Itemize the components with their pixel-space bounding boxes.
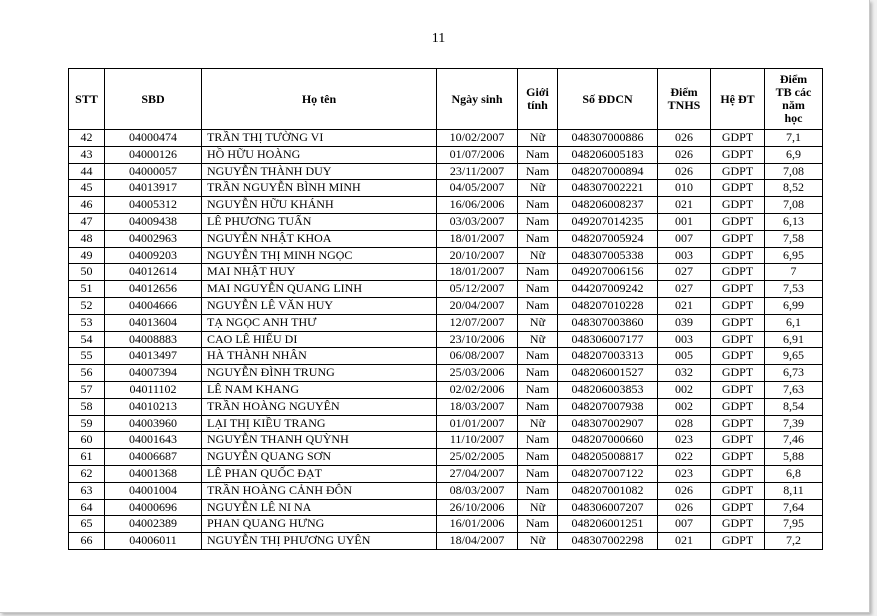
cell-id: 048207001082 [558,482,658,499]
cell-name: CAO LÊ HIẾU DI [202,331,437,348]
cell-tnhs: 003 [658,331,711,348]
cell-hedt: GDPT [711,415,765,432]
table-row [69,533,823,550]
table-row [69,516,823,533]
cell-id: 048207005924 [558,230,658,247]
cell-sbd: 04009438 [105,213,202,230]
cell-gender: Nữ [518,533,558,550]
header-sbd: SBD [105,69,202,130]
cell-id: 048206005183 [558,146,658,163]
cell-dob: 12/07/2007 [437,314,518,331]
cell-hedt: GDPT [711,247,765,264]
cell-id: 048306007177 [558,331,658,348]
cell-dob: 18/04/2007 [437,533,518,550]
cell-avg: 7,53 [765,281,823,298]
cell-sbd: 04000126 [105,146,202,163]
cell-hedt: GDPT [711,465,765,482]
cell-stt: 44 [69,163,105,180]
table-row [69,247,823,264]
header-tnhs-line: TNHS [667,98,701,112]
cell-avg: 6,91 [765,331,823,348]
cell-gender: Nam [518,197,558,214]
header-hedt: Hệ ĐT [711,69,765,130]
cell-name: NGUYỄN HỮU KHÁNH [202,197,437,214]
table-row [69,482,823,499]
cell-hedt: GDPT [711,432,765,449]
cell-id: 048307002298 [558,533,658,550]
cell-name: TRẦN HOÀNG NGUYÊN [202,398,437,415]
cell-tnhs: 028 [658,415,711,432]
cell-stt: 56 [69,365,105,382]
cell-dob: 25/03/2006 [437,365,518,382]
table-row [69,415,823,432]
cell-tnhs: 026 [658,482,711,499]
cell-name: NGUYỄN ĐÌNH TRUNG [202,365,437,382]
cell-gender: Nam [518,281,558,298]
cell-avg: 7 [765,264,823,281]
cell-id: 049207006156 [558,264,658,281]
student-table [68,68,823,550]
cell-stt: 61 [69,449,105,466]
cell-stt: 52 [69,297,105,314]
cell-dob: 16/01/2006 [437,516,518,533]
cell-stt: 46 [69,197,105,214]
cell-name: NGUYỄN QUANG SƠN [202,449,437,466]
cell-tnhs: 010 [658,180,711,197]
cell-hedt: GDPT [711,314,765,331]
cell-stt: 42 [69,130,105,147]
cell-dob: 20/10/2007 [437,247,518,264]
cell-gender: Nam [518,297,558,314]
cell-sbd: 04013917 [105,180,202,197]
table-row [69,314,823,331]
cell-sbd: 04000057 [105,163,202,180]
cell-tnhs: 003 [658,247,711,264]
cell-hedt: GDPT [711,533,765,550]
cell-hedt: GDPT [711,213,765,230]
cell-sbd: 04010213 [105,398,202,415]
cell-name: MAI NHẬT HUY [202,264,437,281]
cell-dob: 01/01/2007 [437,415,518,432]
cell-tnhs: 032 [658,365,711,382]
cell-tnhs: 026 [658,163,711,180]
cell-id: 048205008817 [558,449,658,466]
cell-tnhs: 005 [658,348,711,365]
cell-tnhs: 002 [658,381,711,398]
table-row [69,180,823,197]
cell-avg: 7,08 [765,197,823,214]
cell-stt: 49 [69,247,105,264]
cell-gender: Nam [518,348,558,365]
cell-dob: 02/02/2006 [437,381,518,398]
table-row [69,398,823,415]
cell-name: NGUYỄN THANH QUỲNH [202,432,437,449]
cell-name: HỒ HỮU HOÀNG [202,146,437,163]
cell-name: NGUYỄN LÊ VĂN HUY [202,297,437,314]
table-row [69,264,823,281]
cell-dob: 03/03/2007 [437,213,518,230]
cell-hedt: GDPT [711,146,765,163]
cell-stt: 59 [69,415,105,432]
cell-id: 048207010228 [558,297,658,314]
cell-sbd: 04002389 [105,516,202,533]
cell-gender: Nữ [518,415,558,432]
cell-sbd: 04011102 [105,381,202,398]
cell-stt: 54 [69,331,105,348]
header-avg-line: Điểm [779,72,808,86]
cell-avg: 8,11 [765,482,823,499]
cell-avg: 6,13 [765,213,823,230]
cell-avg: 5,88 [765,449,823,466]
cell-avg: 9,65 [765,348,823,365]
cell-dob: 10/02/2007 [437,130,518,147]
cell-dob: 05/12/2007 [437,281,518,298]
header-tnhs [658,69,711,130]
cell-name: NGUYỄN THỊ MINH NGỌC [202,247,437,264]
header-stt: STT [69,69,105,130]
cell-tnhs: 002 [658,398,711,415]
cell-sbd: 04008883 [105,331,202,348]
cell-id: 048207007122 [558,465,658,482]
cell-stt: 48 [69,230,105,247]
cell-gender: Nam [518,465,558,482]
table-row [69,449,823,466]
table-row [69,146,823,163]
cell-sbd: 04002963 [105,230,202,247]
cell-hedt: GDPT [711,281,765,298]
cell-gender: Nam [518,163,558,180]
cell-id: 048307002907 [558,415,658,432]
cell-gender: Nam [518,398,558,415]
header-name: Họ tên [202,69,437,130]
table-row [69,432,823,449]
cell-stt: 66 [69,533,105,550]
cell-avg: 7,46 [765,432,823,449]
cell-sbd: 04000474 [105,130,202,147]
table-row [69,331,823,348]
cell-gender: Nữ [518,499,558,516]
cell-dob: 06/08/2007 [437,348,518,365]
table-row [69,499,823,516]
cell-name: TẠ NGỌC ANH THƯ [202,314,437,331]
cell-avg: 7,39 [765,415,823,432]
cell-hedt: GDPT [711,482,765,499]
cell-id: 048306007207 [558,499,658,516]
cell-id: 048207000660 [558,432,658,449]
cell-tnhs: 023 [658,432,711,449]
header-dob: Ngày sinh [437,69,518,130]
header-gender [518,69,558,130]
cell-sbd: 04000696 [105,499,202,516]
table-row [69,230,823,247]
cell-gender: Nữ [518,331,558,348]
cell-name: LẠI THỊ KIỀU TRANG [202,415,437,432]
cell-tnhs: 027 [658,281,711,298]
cell-gender: Nữ [518,314,558,331]
header-gender-line: tính [527,98,548,112]
cell-stt: 62 [69,465,105,482]
cell-name: NGUYỄN NHẬT KHOA [202,230,437,247]
cell-dob: 27/04/2007 [437,465,518,482]
cell-sbd: 04005312 [105,197,202,214]
cell-hedt: GDPT [711,449,765,466]
cell-name: LÊ PHƯƠNG TUẤN [202,213,437,230]
cell-avg: 7,58 [765,230,823,247]
cell-name: LÊ PHAN QUỐC ĐẠT [202,465,437,482]
header-id: Số ĐDCN [558,69,658,130]
header-avg-line: năm [782,98,805,112]
cell-tnhs: 026 [658,130,711,147]
cell-sbd: 04001004 [105,482,202,499]
cell-avg: 8,54 [765,398,823,415]
cell-tnhs: 039 [658,314,711,331]
cell-dob: 23/10/2006 [437,331,518,348]
table-row [69,381,823,398]
cell-id: 048207000894 [558,163,658,180]
table-row [69,297,823,314]
cell-hedt: GDPT [711,331,765,348]
cell-dob: 18/03/2007 [437,398,518,415]
cell-gender: Nữ [518,180,558,197]
cell-id: 048206001251 [558,516,658,533]
cell-name: NGUYỄN THỊ PHƯƠNG UYÊN [202,533,437,550]
cell-id: 048307000886 [558,130,658,147]
cell-dob: 25/02/2005 [437,449,518,466]
cell-stt: 45 [69,180,105,197]
cell-gender: Nam [518,449,558,466]
cell-gender: Nam [518,432,558,449]
cell-tnhs: 022 [658,449,711,466]
cell-name: LÊ NAM KHANG [202,381,437,398]
cell-avg: 6,8 [765,465,823,482]
cell-id: 048206003853 [558,381,658,398]
cell-id: 048307005338 [558,247,658,264]
cell-hedt: GDPT [711,230,765,247]
cell-gender: Nữ [518,130,558,147]
cell-sbd: 04004666 [105,297,202,314]
table-row [69,197,823,214]
cell-tnhs: 026 [658,146,711,163]
cell-tnhs: 027 [658,264,711,281]
header-avg-line: TB các [775,85,812,99]
table-row [69,465,823,482]
cell-tnhs: 007 [658,516,711,533]
cell-gender: Nam [518,381,558,398]
cell-stt: 64 [69,499,105,516]
cell-hedt: GDPT [711,365,765,382]
cell-hedt: GDPT [711,516,765,533]
cell-hedt: GDPT [711,348,765,365]
cell-dob: 04/05/2007 [437,180,518,197]
cell-name: HÀ THÀNH NHÂN [202,348,437,365]
cell-avg: 7,95 [765,516,823,533]
table-row [69,348,823,365]
header-avg [765,69,823,130]
header-tnhs-line: Điểm [670,85,698,99]
cell-dob: 01/07/2006 [437,146,518,163]
cell-stt: 47 [69,213,105,230]
cell-gender: Nam [518,146,558,163]
cell-hedt: GDPT [711,180,765,197]
cell-gender: Nam [518,516,558,533]
cell-gender: Nam [518,264,558,281]
table-body [69,130,823,550]
cell-tnhs: 021 [658,297,711,314]
cell-gender: Nữ [518,247,558,264]
cell-name: PHAN QUANG HƯNG [202,516,437,533]
table-row [69,281,823,298]
cell-stt: 50 [69,264,105,281]
cell-stt: 60 [69,432,105,449]
cell-id: 048206001527 [558,365,658,382]
cell-dob: 08/03/2007 [437,482,518,499]
cell-gender: Nam [518,213,558,230]
table-header-row [69,69,823,130]
cell-hedt: GDPT [711,381,765,398]
cell-hedt: GDPT [711,398,765,415]
cell-sbd: 04006687 [105,449,202,466]
cell-hedt: GDPT [711,264,765,281]
cell-stt: 53 [69,314,105,331]
cell-name: TRẦN HOÀNG CẢNH ĐÔN [202,482,437,499]
table-row [69,163,823,180]
cell-gender: Nam [518,365,558,382]
cell-id: 044207009242 [558,281,658,298]
cell-name: TRẦN THỊ TƯỜNG VI [202,130,437,147]
header-avg-line: học [784,111,803,125]
cell-avg: 7,63 [765,381,823,398]
cell-stt: 51 [69,281,105,298]
cell-sbd: 04007394 [105,365,202,382]
cell-hedt: GDPT [711,163,765,180]
cell-stt: 55 [69,348,105,365]
cell-id: 049207014235 [558,213,658,230]
cell-id: 048206008237 [558,197,658,214]
cell-avg: 7,1 [765,130,823,147]
cell-avg: 6,73 [765,365,823,382]
cell-sbd: 04013497 [105,348,202,365]
cell-avg: 7,08 [765,163,823,180]
cell-name: NGUYỄN LÊ NI NA [202,499,437,516]
cell-dob: 18/01/2007 [437,264,518,281]
cell-hedt: GDPT [711,197,765,214]
cell-tnhs: 026 [658,499,711,516]
cell-sbd: 04012656 [105,281,202,298]
page-number: 11 [431,31,446,46]
cell-name: NGUYỄN THÀNH DUY [202,163,437,180]
cell-hedt: GDPT [711,499,765,516]
table-row [69,365,823,382]
cell-dob: 26/10/2006 [437,499,518,516]
cell-avg: 6,9 [765,146,823,163]
cell-gender: Nam [518,482,558,499]
cell-dob: 16/06/2006 [437,197,518,214]
cell-name: TRẦN NGUYỄN BÌNH MINH [202,180,437,197]
cell-id: 048307002221 [558,180,658,197]
cell-dob: 18/01/2007 [437,230,518,247]
cell-tnhs: 021 [658,533,711,550]
cell-tnhs: 007 [658,230,711,247]
cell-avg: 6,99 [765,297,823,314]
cell-avg: 8,52 [765,180,823,197]
cell-id: 048207007938 [558,398,658,415]
cell-sbd: 04001368 [105,465,202,482]
cell-stt: 43 [69,146,105,163]
cell-stt: 63 [69,482,105,499]
cell-id: 048307003860 [558,314,658,331]
cell-tnhs: 023 [658,465,711,482]
cell-id: 048207003313 [558,348,658,365]
table-row [69,130,823,147]
cell-stt: 57 [69,381,105,398]
cell-sbd: 04006011 [105,533,202,550]
cell-gender: Nam [518,230,558,247]
cell-tnhs: 001 [658,213,711,230]
cell-avg: 6,1 [765,314,823,331]
cell-sbd: 04003960 [105,415,202,432]
cell-sbd: 04009203 [105,247,202,264]
cell-stt: 58 [69,398,105,415]
cell-dob: 23/11/2007 [437,163,518,180]
cell-dob: 11/10/2007 [437,432,518,449]
cell-sbd: 04001643 [105,432,202,449]
cell-tnhs: 021 [658,197,711,214]
cell-dob: 20/04/2007 [437,297,518,314]
cell-hedt: GDPT [711,130,765,147]
cell-stt: 65 [69,516,105,533]
cell-hedt: GDPT [711,297,765,314]
table-row [69,213,823,230]
cell-sbd: 04012614 [105,264,202,281]
cell-avg: 7,2 [765,533,823,550]
cell-name: MAI NGUYỄN QUANG LINH [202,281,437,298]
cell-sbd: 04013604 [105,314,202,331]
cell-avg: 6,95 [765,247,823,264]
cell-avg: 7,64 [765,499,823,516]
header-gender-line: Giới [526,85,549,99]
